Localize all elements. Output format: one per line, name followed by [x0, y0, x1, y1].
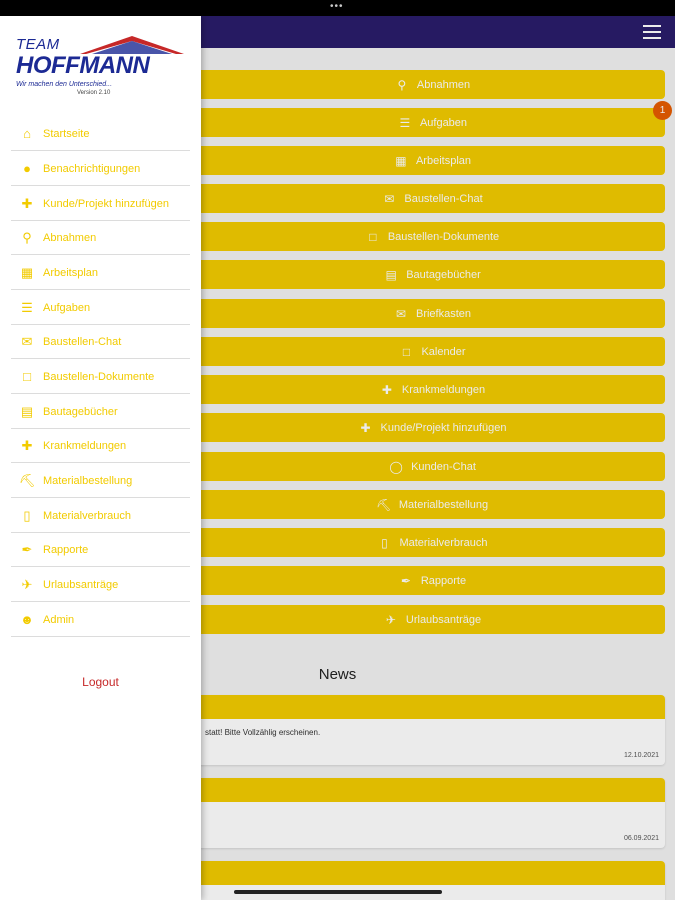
- drawer-item-benachrichtigungen[interactable]: ● Benachrichtigungen: [11, 152, 190, 186]
- main-button-abnahmen[interactable]: ⚲ Abnahmen: [0, 70, 665, 99]
- news-text: statt! Bitte Vollzählig erscheinen.: [205, 728, 321, 737]
- book-icon: ▤: [385, 267, 397, 282]
- main-button-krankmeldungen[interactable]: ✚ Krankmeldungen: [0, 375, 665, 404]
- spray-can-icon: ▯: [23, 507, 31, 523]
- spray-can-icon: ▯: [381, 535, 388, 550]
- drawer-item-admin[interactable]: ☻ Admin: [11, 603, 190, 637]
- roof-logo-icon: [72, 34, 187, 54]
- logo-slogan: Wir machen den Unterschied...: [16, 81, 113, 88]
- cart-icon: ⛏: [376, 497, 392, 512]
- mail-icon: ✉: [395, 306, 407, 321]
- multitasking-dots[interactable]: •••: [330, 1, 344, 12]
- drawer-item-baustellen-dokumente[interactable]: □ Baustellen-Dokumente: [11, 360, 190, 394]
- calendar-icon: ▦: [395, 153, 407, 168]
- drawer-item-startseite[interactable]: ⌂ Startseite: [11, 117, 190, 151]
- chat-bubble-icon: ◯: [389, 459, 403, 474]
- search-icon: ⚲: [397, 77, 407, 92]
- plus-icon: ✚: [360, 420, 371, 435]
- drawer-item-arbeitsplan[interactable]: ▦ Arbeitsplan: [11, 256, 190, 290]
- chat-icon: ✉: [21, 333, 33, 349]
- logo-name-text: HOFFMANN: [16, 52, 150, 79]
- main-button-materialverbrauch[interactable]: ▯ Materialverbrauch: [0, 528, 665, 557]
- main-button-aufgaben[interactable]: ☰ Aufgaben: [0, 108, 665, 137]
- task-list-icon: ☰: [21, 299, 33, 315]
- signature-icon: ✒: [21, 541, 33, 557]
- main-button-materialbestellung[interactable]: ⛏ Materialbestellung: [0, 490, 665, 519]
- status-bar: [0, 0, 675, 16]
- team-hoffmann-logo: [12, 34, 190, 116]
- main-button-briefkasten[interactable]: ✉ Briefkasten: [0, 299, 665, 328]
- signature-icon: ✒: [400, 573, 411, 588]
- book-icon: ▤: [20, 403, 34, 419]
- drawer-item-materialverbrauch[interactable]: ▯ Materialverbrauch: [11, 499, 190, 533]
- notification-badge: 1: [653, 101, 672, 120]
- drawer-item-abnahmen[interactable]: ⚲ Abnahmen: [11, 221, 190, 255]
- calendar-blank-icon: □: [402, 344, 411, 359]
- main-button-baustellen-dokumente[interactable]: □ Baustellen-Dokumente: [0, 222, 665, 251]
- logout-link[interactable]: Logout: [82, 675, 119, 689]
- drawer-item-krankmeldungen[interactable]: ✚ Krankmeldungen: [11, 429, 190, 463]
- drawer-item-materialbestellung[interactable]: ⛏ Materialbestellung: [11, 464, 190, 498]
- home-indicator[interactable]: [234, 890, 442, 894]
- main-button-urlaubsantraege[interactable]: ✈ Urlaubsanträge: [0, 605, 665, 634]
- folder-icon: □: [369, 229, 377, 244]
- drawer-item-urlaubsantraege[interactable]: ✈ Urlaubsanträge: [11, 568, 190, 602]
- main-button-baustellen-chat[interactable]: ✉ Baustellen-Chat: [0, 184, 665, 213]
- medical-bag-icon: ✚: [381, 382, 392, 397]
- folder-icon: □: [23, 369, 31, 384]
- main-button-bautagebuecher[interactable]: ▤ Bautagebücher: [0, 260, 665, 289]
- navigation-drawer: [0, 16, 201, 900]
- search-icon: ⚲: [22, 229, 32, 245]
- chat-icon: ✉: [384, 191, 395, 206]
- calendar-icon: ▦: [20, 264, 34, 280]
- main-button-kunde-projekt[interactable]: ✚ Kunde/Projekt hinzufügen: [0, 413, 665, 442]
- home-icon: ⌂: [23, 126, 31, 141]
- plus-icon: ✚: [21, 195, 33, 211]
- logo-team-text: TEAM: [16, 36, 60, 53]
- news-date: 06.09.2021: [623, 835, 659, 842]
- drawer-item-baustellen-chat[interactable]: ✉ Baustellen-Chat: [11, 325, 190, 359]
- main-button-kalender[interactable]: □ Kalender: [0, 337, 665, 366]
- drawer-item-bautagebuecher[interactable]: ▤ Bautagebücher: [11, 395, 190, 429]
- task-list-icon: ☰: [399, 115, 411, 130]
- main-button-rapporte[interactable]: ✒ Rapporte: [0, 566, 665, 595]
- drawer-item-aufgaben[interactable]: ☰ Aufgaben: [11, 291, 190, 325]
- news-heading: News: [318, 666, 357, 683]
- alert-circle-icon: ●: [23, 161, 31, 176]
- medical-bag-icon: ✚: [21, 437, 33, 453]
- plane-landing-icon: ✈: [21, 576, 33, 592]
- drawer-item-kunde-projekt[interactable]: ✚ Kunde/Projekt hinzufügen: [11, 187, 190, 221]
- user-gear-icon: ☻: [20, 612, 34, 627]
- app-version: Version 2.10: [77, 90, 111, 96]
- news-date: 12.10.2021: [623, 752, 659, 759]
- plane-landing-icon: ✈: [385, 612, 396, 627]
- main-button-arbeitsplan[interactable]: ▦ Arbeitsplan: [0, 146, 665, 175]
- drawer-item-rapporte[interactable]: ✒ Rapporte: [11, 533, 190, 567]
- main-button-kunden-chat[interactable]: ◯ Kunden-Chat: [0, 452, 665, 481]
- cart-icon: ⛏: [18, 472, 36, 488]
